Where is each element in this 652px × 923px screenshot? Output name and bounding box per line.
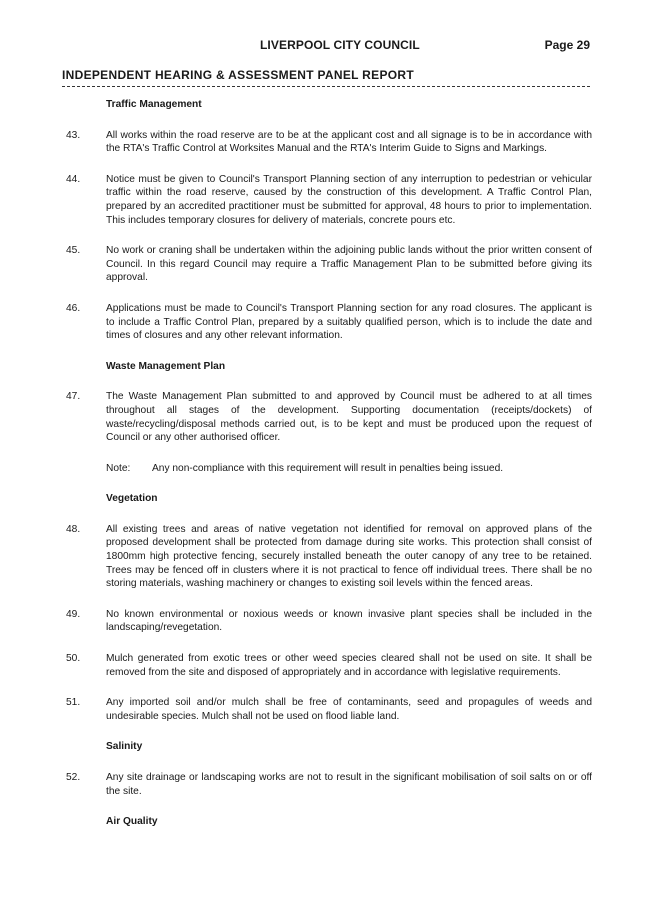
header-divider <box>62 86 590 87</box>
condition-number: 50. <box>66 653 81 665</box>
condition-item <box>62 608 592 635</box>
page-number: Page 29 <box>544 38 590 52</box>
condition-item <box>62 244 592 285</box>
note-label: Note: <box>106 462 131 474</box>
condition-item <box>62 652 592 679</box>
condition-text: The Waste Management Plan submitted to and approved by Council must be adhered to at all times throughout all stages of the development. Supporting documentation (receipts/dockets) of waste/recycling/disposal methods carried out, is to be kept and must be produced upon the request of Council or any other authorised officer. <box>106 391 592 444</box>
section-heading-air-quality: Air Quality <box>106 816 158 828</box>
condition-item <box>62 390 592 444</box>
note-text: Any non-compliance with this requirement will result in penalties being issued. <box>152 462 504 474</box>
condition-item <box>62 771 592 798</box>
council-name: LIVERPOOL CITY COUNCIL <box>260 38 420 52</box>
condition-text: Applications must be made to Council's Transport Planning section for any road closures. The applicant is to include a Traffic Control Plan, prepared by a suitably qualified person, which is to include the date and times of closures and any other relevant information. <box>106 302 592 342</box>
condition-number: 51. <box>66 697 81 709</box>
condition-number: 45. <box>66 245 81 257</box>
condition-text: Any site drainage or landscaping works are not to result in the significant mobilisation of soil salts on or off the site. <box>106 772 592 797</box>
condition-number: 46. <box>66 302 81 314</box>
condition-item <box>62 129 592 156</box>
condition-item <box>62 696 592 723</box>
condition-text: Any imported soil and/or mulch shall be free of contaminants, seed and propagules of weeds and undesirable species. Mulch shall not be used on flood liable land. <box>106 697 592 722</box>
condition-item <box>62 302 592 343</box>
section-heading-salinity: Salinity <box>106 741 143 753</box>
document-body <box>62 98 592 846</box>
condition-number: 48. <box>66 523 81 535</box>
condition-text: All works within the road reserve are to be at the applicant cost and all signage is to be in accordance with the RTA's Traffic Control at Worksites Manual and the RTA's Interim Guide to Signs and Markings. <box>106 129 592 155</box>
condition-number: 49. <box>66 608 81 620</box>
section-heading-traffic-management: Traffic Management <box>106 99 202 110</box>
condition-text: Notice must be given to Council's Transport Planning section of any interruption to pedestrian or vehicular traffic within the road reserve, caused by the construction of this development. A Traffic Control Plan, prepared by an accredited practitioner must be submitted for approval, 48 hours to prior to implementation. This includes temporary closures for delivery of materials, concrete pours etc. <box>106 173 592 226</box>
condition-item <box>62 523 592 591</box>
condition-text: Mulch generated from exotic trees or other weed species cleared shall not be used on site. It shall be removed from the site and disposed of appropriately and in accordance with legislative requirements. <box>106 653 592 678</box>
condition-item <box>62 173 592 227</box>
note <box>106 462 592 476</box>
condition-number: 52. <box>66 772 81 783</box>
section-heading-vegetation: Vegetation <box>106 493 158 505</box>
condition-text: No known environmental or noxious weeds or known invasive plant species shall be included in the landscaping/revegetation. <box>106 608 592 634</box>
section-heading-waste-management-plan: Waste Management Plan <box>106 360 226 372</box>
report-title: INDEPENDENT HEARING & ASSESSMENT PANEL REPORT <box>62 68 414 82</box>
condition-number: 43. <box>66 129 81 141</box>
condition-number: 44. <box>66 173 81 185</box>
condition-text: All existing trees and areas of native vegetation not identified for removal on approved plans of the proposed development shall be protected from damage during site works. This protection shall consist of 1800mm high protective fencing, securely installed beneath the outer canopy of any tree to be retained. Trees may be fenced off in clusters where it is not practical to fence off individual trees. There shall be no storing materials, washing machinery or changes to existing soil levels within the fenced areas. <box>106 523 592 590</box>
condition-text: No work or craning shall be undertaken within the adjoining public lands without the prior written consent of Council. In this regard Council may require a Traffic Management Plan to be submitted before giving its approval. <box>106 245 592 284</box>
condition-number: 47. <box>66 391 81 403</box>
